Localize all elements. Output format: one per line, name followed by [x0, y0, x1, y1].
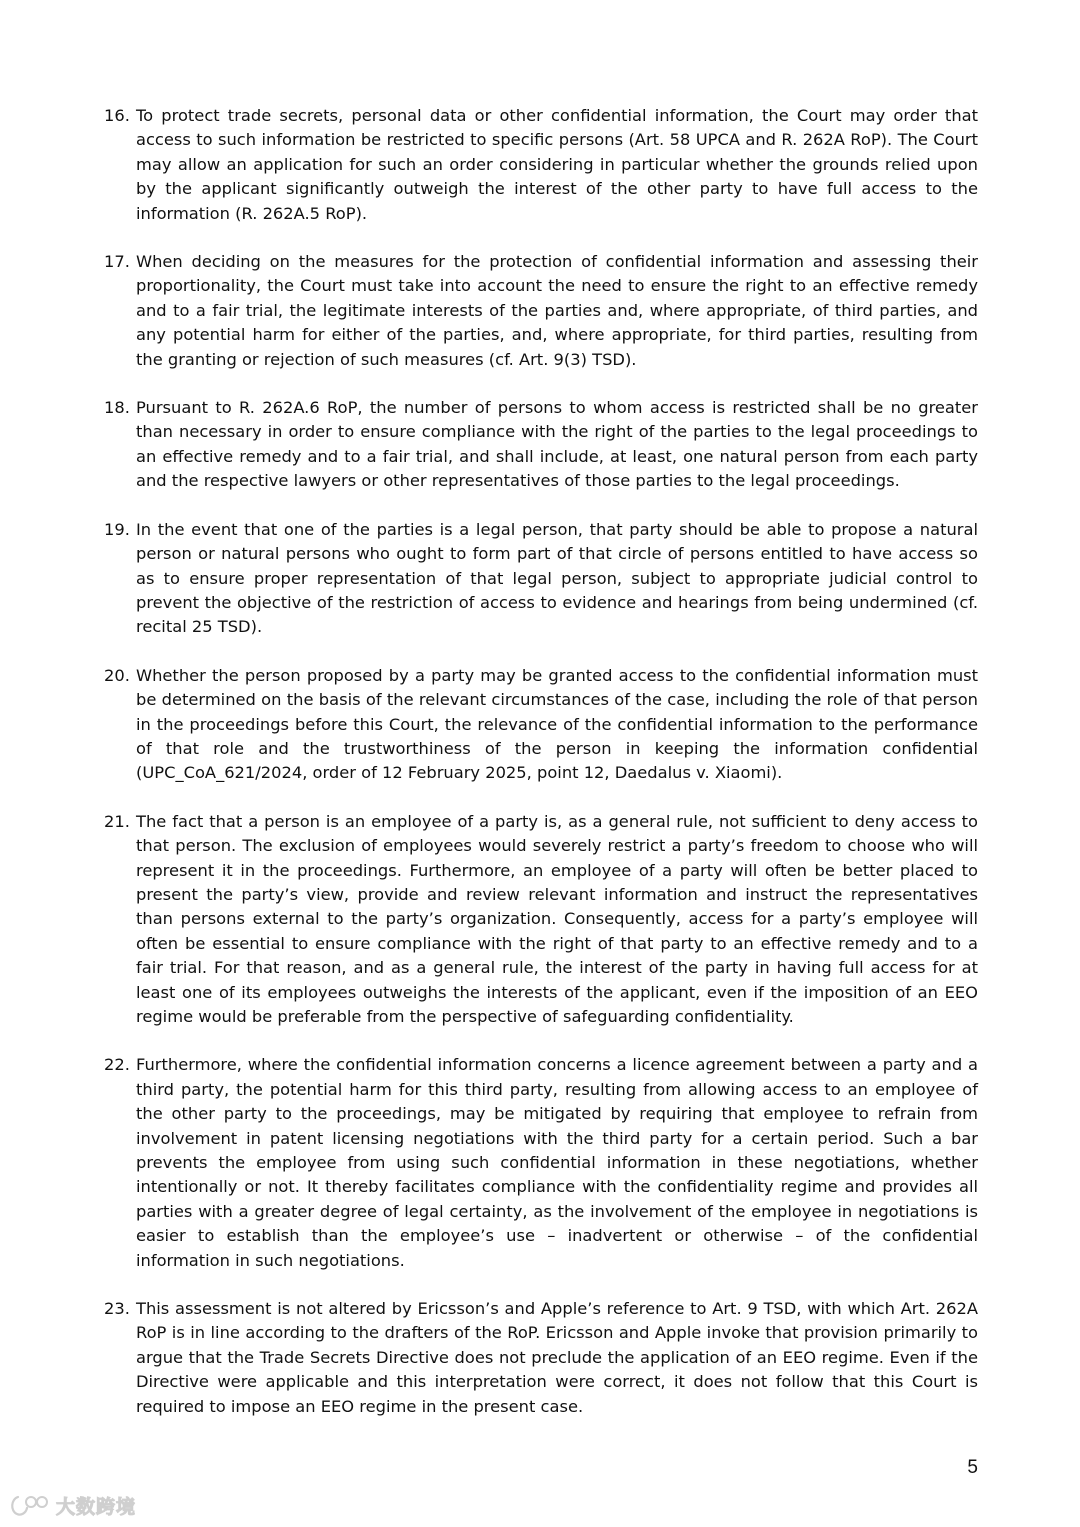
- watermark: [8, 1492, 136, 1519]
- paragraph-22: [104, 1053, 978, 1273]
- paragraph-number: 23.: [104, 1299, 130, 1319]
- paragraph-text: In the event that one of the parties is a legal person, that party should be able to propose a natural person or natural persons who ought to form part of that circle of persons entitled to have access so as to ensure proper representation of that legal person, subject to appropriate judicial control to prevent the objective of the restriction of access to evidence and hearings from being undermined (cf. recital 25 TSD).: [136, 519, 978, 637]
- paragraph-text: When deciding on the measures for the protection of confidential information and assessing their proportionality, the Court must take into account the need to ensure the right to an effective remedy and to a fair trial, the legitimate interests of the parties and, where appropriate, of third parties, and any potential harm for either of the parties, and, where appropriate, for third parties, resulting from the granting or rejection of such measures (cf. Art. 9(3) TSD).: [136, 252, 978, 369]
- paragraph-text: This assessment is not altered by Ericsson’s and Apple’s reference to Art. 9 TSD, with which Art. 262A RoP is in line according to the drafters of the RoP. Ericsson and Apple invoke that provision primarily to argue that the Trade Secrets Directive does not preclude the application of an EEO regime. Even if the Directive were applicable and this interpretation were correct, it does not follow that this Court is required to impose an EEO regime in the present case.: [136, 1299, 978, 1416]
- paragraph-number: 21.: [104, 811, 130, 831]
- paragraph-number: 16.: [104, 106, 130, 125]
- paragraph-21: [104, 810, 978, 1030]
- numbered-paragraphs: [104, 104, 978, 1419]
- paragraph-number: 19.: [104, 519, 130, 539]
- paragraph-text: Pursuant to R. 262A.6 RoP, the number of persons to whom access is restricted shall be no greater than necessary in order to ensure compliance with the right of the parties to the legal proceedings to an effective remedy and to a fair trial, and shall include, at least, one natural person from each party and the respective lawyers or other representatives of those parties to the legal proceedings.: [136, 398, 978, 491]
- paragraph-text: The fact that a person is an employee of a party is, as a general rule, not sufficient to deny access to that person. The exclusion of employees would severely restrict a party’s freedom to choose who will represent it in the proceedings. Furthermore, an employee of a party will often be better placed to present the party’s view, provide and review relevant information and instruct the representatives than persons external to the party’s organization. Consequently, access for a party’s employee will often be essential to ensure compliance with the right of that party to an effective remedy and to a fair trial. For that reason, and as a general rule, the interest of the party in having full access for at least one of its employees outweighs the interests of the applicant, even if the imposition of an EEO regime would be preferable from the perspective of safeguarding confidentiality.: [136, 811, 978, 1026]
- paragraph-number: 22.: [104, 1055, 130, 1075]
- paragraph-number: 18.: [104, 398, 130, 418]
- paragraph-19: [104, 518, 978, 640]
- paragraph-text: Whether the person proposed by a party may be granted access to the confidential information must be determined on the basis of the relevant circumstances of the case, including the role of that person in the proceedings before this Court, the relevance of the confidential information to the performance of that role and the trustworthiness of the person in keeping the information confidential (UPC_CoA_621/2024, order of 12 February 2025, point 12, Daedalus v. Xiaomi).: [136, 665, 978, 783]
- paragraph-20: [104, 664, 978, 786]
- watermark-logo-icon: [8, 1493, 52, 1519]
- paragraph-16: [104, 104, 978, 226]
- paragraph-17: [104, 250, 978, 372]
- paragraph-number: 20.: [104, 665, 130, 685]
- paragraph-23: [104, 1297, 978, 1419]
- paragraph-text: Furthermore, where the confidential information concerns a licence agreement between a party and a third party, the potential harm for this third party, resulting from allowing access to an employee of the other party to the proceedings, may be mitigated by requiring that employee to refrain from involvement in patent licensing negotiations with the third party for a certain period. Such a bar prevents the employee from using such confidential information in these negotiations, whether intentionally or not. It thereby facilitates compliance with the confidentiality regime and provides all parties with a greater degree of legal certainty, as the involvement of the employee in negotiations is easier to establish than the employee’s use – inadvertent or otherwise – of the confidential information in such negotiations.: [136, 1055, 978, 1270]
- page-number: 5: [967, 1457, 978, 1478]
- watermark-text: 大数跨境: [56, 1496, 137, 1518]
- paragraph-18: [104, 396, 978, 494]
- paragraph-text: To protect trade secrets, personal data or other confidential information, the Court may order that access to such information be restricted to specific persons (Art. 58 UPCA and R. 262A RoP). The Court may allow an application for such an order considering in particular whether the grounds relied upon by the applicant significantly outweigh the interest of the other party to have full access to the information (R. 262A.5 RoP).: [136, 106, 978, 223]
- paragraph-number: 17.: [104, 252, 130, 272]
